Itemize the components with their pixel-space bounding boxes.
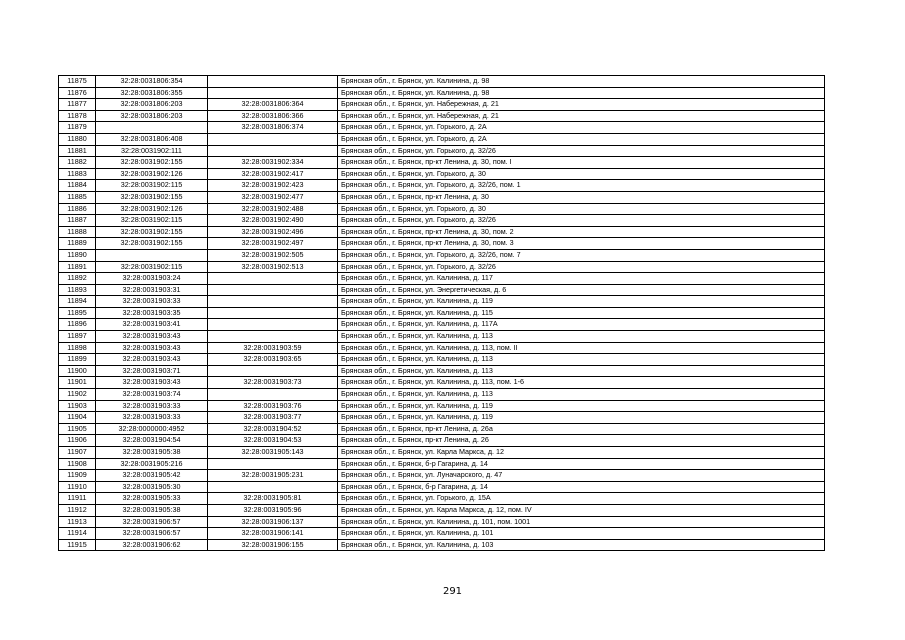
building-number-cell: 32:28:0031904:52 (208, 423, 338, 435)
cadastral-number-cell: 32:28:0031902:126 (96, 203, 208, 215)
table-row (59, 319, 825, 331)
building-number-cell: 32:28:0031902:490 (208, 215, 338, 227)
building-number-cell (208, 365, 338, 377)
address-cell: Брянская обл., г. Брянск, ул. Калинина, д. 119 (338, 296, 825, 308)
address-cell: Брянская обл., г. Брянск, ул. Калинина, д. 98 (338, 76, 825, 88)
address-cell: Брянская обл., г. Брянск, ул. Калинина, д. 113 (338, 365, 825, 377)
row-number-cell: 11888 (59, 226, 96, 238)
building-number-cell (208, 133, 338, 145)
cadastral-number-cell (96, 122, 208, 134)
address-cell: Брянская обл., г. Брянск, ул. Карла Маркса, д. 12, пом. IV (338, 504, 825, 516)
cadastral-number-cell: 32:28:0031903:31 (96, 284, 208, 296)
address-cell: Брянская обл., г. Брянск, ул. Горького, д. 32/26 (338, 145, 825, 157)
row-number-cell: 11894 (59, 296, 96, 308)
table-row (59, 389, 825, 401)
cadastral-number-cell: 32:28:0031905:38 (96, 447, 208, 459)
row-number-cell: 11875 (59, 76, 96, 88)
building-number-cell (208, 87, 338, 99)
cadastral-number-cell: 32:28:0031906:57 (96, 516, 208, 528)
table-row (59, 87, 825, 99)
address-cell: Брянская обл., г. Брянск, ул. Калинина, д. 117А (338, 319, 825, 331)
address-cell: Брянская обл., г. Брянск, ул. Горького, д. 2А (338, 133, 825, 145)
table-row (59, 284, 825, 296)
cadastral-number-cell: 32:28:0031806:354 (96, 76, 208, 88)
table-row (59, 539, 825, 551)
row-number-cell: 11887 (59, 215, 96, 227)
address-cell: Брянская обл., г. Брянск, б-р Гагарина, д. 14 (338, 481, 825, 493)
address-cell: Брянская обл., г. Брянск, пр-кт Ленина, д. 26а (338, 423, 825, 435)
cadastral-number-cell: 32:28:0031904:54 (96, 435, 208, 447)
table-row (59, 516, 825, 528)
table-row (59, 261, 825, 273)
table-row (59, 504, 825, 516)
address-cell: Брянская обл., г. Брянск, ул. Карла Маркса, д. 12 (338, 447, 825, 459)
cadastral-number-cell: 32:28:0031903:24 (96, 273, 208, 285)
building-number-cell (208, 389, 338, 401)
table-row (59, 203, 825, 215)
row-number-cell: 11906 (59, 435, 96, 447)
building-number-cell: 32:28:0031905:231 (208, 470, 338, 482)
building-number-cell: 32:28:0031902:334 (208, 157, 338, 169)
row-number-cell: 11914 (59, 528, 96, 540)
cadastral-number-cell: 32:28:0031903:74 (96, 389, 208, 401)
cadastral-number-cell: 32:28:0031903:71 (96, 365, 208, 377)
row-number-cell: 11900 (59, 365, 96, 377)
address-cell: Брянская обл., г. Брянск, ул. Калинина, д. 98 (338, 87, 825, 99)
table-row (59, 273, 825, 285)
building-number-cell: 32:28:0031902:488 (208, 203, 338, 215)
building-number-cell (208, 273, 338, 285)
address-cell: Брянская обл., г. Брянск, ул. Горького, д. 30 (338, 168, 825, 180)
address-cell: Брянская обл., г. Брянск, ул. Набережная, д. 21 (338, 99, 825, 111)
address-cell: Брянская обл., г. Брянск, ул. Горького, д. 32/26 (338, 215, 825, 227)
building-number-cell (208, 145, 338, 157)
address-cell: Брянская обл., г. Брянск, ул. Калинина, д. 119 (338, 400, 825, 412)
address-cell: Брянская обл., г. Брянск, ул. Калинина, д. 115 (338, 307, 825, 319)
document-table (58, 75, 825, 551)
building-number-cell (208, 331, 338, 343)
table-row (59, 133, 825, 145)
row-number-cell: 11899 (59, 354, 96, 366)
row-number-cell: 11890 (59, 249, 96, 261)
building-number-cell (208, 284, 338, 296)
cadastral-number-cell: 32:28:0031903:43 (96, 377, 208, 389)
building-number-cell (208, 307, 338, 319)
address-cell: Брянская обл., г. Брянск, ул. Энергетическая, д. 6 (338, 284, 825, 296)
building-number-cell: 32:28:0031903:65 (208, 354, 338, 366)
row-number-cell: 11909 (59, 470, 96, 482)
table-row (59, 412, 825, 424)
table-row (59, 168, 825, 180)
row-number-cell: 11893 (59, 284, 96, 296)
row-number-cell: 11904 (59, 412, 96, 424)
building-number-cell: 32:28:0031906:155 (208, 539, 338, 551)
address-cell: Брянская обл., г. Брянск, ул. Луначарского, д. 47 (338, 470, 825, 482)
cadastral-number-cell: 32:28:0031806:203 (96, 110, 208, 122)
address-cell: Брянская обл., г. Брянск, ул. Калинина, д. 103 (338, 539, 825, 551)
cadastral-number-cell: 32:28:0031902:155 (96, 157, 208, 169)
address-cell: Брянская обл., г. Брянск, б-р Гагарина, д. 14 (338, 458, 825, 470)
table-row (59, 423, 825, 435)
row-number-cell: 11889 (59, 238, 96, 250)
row-number-cell: 11903 (59, 400, 96, 412)
row-number-cell: 11876 (59, 87, 96, 99)
cadastral-number-cell: 32:28:0031902:115 (96, 180, 208, 192)
row-number-cell: 11881 (59, 145, 96, 157)
cadastral-number-cell: 32:28:0031903:35 (96, 307, 208, 319)
address-cell: Брянская обл., г. Брянск, пр-кт Ленина, д. 26 (338, 435, 825, 447)
row-number-cell: 11886 (59, 203, 96, 215)
building-number-cell: 32:28:0031906:137 (208, 516, 338, 528)
table-row (59, 447, 825, 459)
address-cell: Брянская обл., г. Брянск, пр-кт Ленина, д. 30 (338, 191, 825, 203)
row-number-cell: 11896 (59, 319, 96, 331)
address-cell: Брянская обл., г. Брянск, ул. Горького, д. 30 (338, 203, 825, 215)
table-row (59, 331, 825, 343)
cadastral-number-cell: 32:28:0000000:4952 (96, 423, 208, 435)
building-number-cell (208, 458, 338, 470)
table-row (59, 296, 825, 308)
building-number-cell: 32:28:0031903:59 (208, 342, 338, 354)
row-number-cell: 11879 (59, 122, 96, 134)
building-number-cell: 32:28:0031902:497 (208, 238, 338, 250)
address-cell: Брянская обл., г. Брянск, ул. Калинина, д. 113, пом. 1-6 (338, 377, 825, 389)
cadastral-number-cell: 32:28:0031903:33 (96, 412, 208, 424)
address-cell: Брянская обл., г. Брянск, пр-кт Ленина, д. 30, пом. 3 (338, 238, 825, 250)
address-cell: Брянская обл., г. Брянск, пр-кт Ленина, д. 30, пом. 2 (338, 226, 825, 238)
cadastral-number-cell: 32:28:0031902:155 (96, 238, 208, 250)
cadastral-number-cell: 32:28:0031903:43 (96, 331, 208, 343)
table-row (59, 528, 825, 540)
cadastral-number-cell: 32:28:0031906:57 (96, 528, 208, 540)
table-row (59, 342, 825, 354)
table-row (59, 122, 825, 134)
building-number-cell: 32:28:0031905:81 (208, 493, 338, 505)
cadastral-number-cell: 32:28:0031902:126 (96, 168, 208, 180)
row-number-cell: 11878 (59, 110, 96, 122)
address-cell: Брянская обл., г. Брянск, ул. Горького, д. 32/26, пом. 1 (338, 180, 825, 192)
row-number-cell: 11905 (59, 423, 96, 435)
row-number-cell: 11907 (59, 447, 96, 459)
table-row (59, 226, 825, 238)
table-row (59, 180, 825, 192)
building-number-cell: 32:28:0031903:77 (208, 412, 338, 424)
row-number-cell: 11915 (59, 539, 96, 551)
row-number-cell: 11897 (59, 331, 96, 343)
cadastral-number-cell: 32:28:0031902:115 (96, 261, 208, 273)
building-number-cell: 32:28:0031902:505 (208, 249, 338, 261)
row-number-cell: 11882 (59, 157, 96, 169)
address-cell: Брянская обл., г. Брянск, ул. Горького, д. 32/26 (338, 261, 825, 273)
table-row (59, 249, 825, 261)
table-row (59, 215, 825, 227)
table-row (59, 470, 825, 482)
cadastral-number-cell: 32:28:0031906:62 (96, 539, 208, 551)
address-cell: Брянская обл., г. Брянск, ул. Калинина, д. 101, пом. 1001 (338, 516, 825, 528)
cadastral-number-cell: 32:28:0031902:155 (96, 226, 208, 238)
cadastral-number-cell: 32:28:0031903:43 (96, 354, 208, 366)
cadastral-number-cell: 32:28:0031903:43 (96, 342, 208, 354)
cadastral-number-cell: 32:28:0031806:355 (96, 87, 208, 99)
row-number-cell: 11913 (59, 516, 96, 528)
address-cell: Брянская обл., г. Брянск, ул. Горького, д. 2А (338, 122, 825, 134)
page-number: 291 (442, 586, 463, 597)
address-cell: Брянская обл., г. Брянск, ул. Калинина, д. 119 (338, 412, 825, 424)
building-number-cell: 32:28:0031902:423 (208, 180, 338, 192)
building-number-cell: 32:28:0031806:366 (208, 110, 338, 122)
row-number-cell: 11884 (59, 180, 96, 192)
building-number-cell: 32:28:0031902:513 (208, 261, 338, 273)
address-cell: Брянская обл., г. Брянск, ул. Горького, д. 15А (338, 493, 825, 505)
row-number-cell: 11891 (59, 261, 96, 273)
cadastral-number-cell (96, 249, 208, 261)
table-row (59, 400, 825, 412)
building-number-cell: 32:28:0031906:141 (208, 528, 338, 540)
cadastral-number-cell: 32:28:0031806:203 (96, 99, 208, 111)
row-number-cell: 11910 (59, 481, 96, 493)
row-number-cell: 11908 (59, 458, 96, 470)
building-number-cell (208, 296, 338, 308)
address-cell: Брянская обл., г. Брянск, пр-кт Ленина, д. 30, пом. I (338, 157, 825, 169)
table-row (59, 145, 825, 157)
building-number-cell: 32:28:0031806:364 (208, 99, 338, 111)
building-number-cell: 32:28:0031905:143 (208, 447, 338, 459)
table-row (59, 365, 825, 377)
table-row (59, 354, 825, 366)
row-number-cell: 11885 (59, 191, 96, 203)
row-number-cell: 11892 (59, 273, 96, 285)
address-cell: Брянская обл., г. Брянск, ул. Калинина, д. 117 (338, 273, 825, 285)
row-number-cell: 11898 (59, 342, 96, 354)
cadastral-number-cell: 32:28:0031905:216 (96, 458, 208, 470)
building-number-cell: 32:28:0031903:76 (208, 400, 338, 412)
table-row (59, 99, 825, 111)
table-row (59, 307, 825, 319)
cadastral-number-cell: 32:28:0031806:408 (96, 133, 208, 145)
building-number-cell (208, 481, 338, 493)
cadastral-number-cell: 32:28:0031905:38 (96, 504, 208, 516)
building-number-cell: 32:28:0031902:477 (208, 191, 338, 203)
cadastral-number-cell: 32:28:0031905:33 (96, 493, 208, 505)
table-row (59, 110, 825, 122)
cadastral-number-cell: 32:28:0031902:155 (96, 191, 208, 203)
row-number-cell: 11901 (59, 377, 96, 389)
building-number-cell (208, 319, 338, 331)
building-number-cell: 32:28:0031806:374 (208, 122, 338, 134)
table-row (59, 238, 825, 250)
table-row (59, 377, 825, 389)
row-number-cell: 11883 (59, 168, 96, 180)
address-cell: Брянская обл., г. Брянск, ул. Горького, д. 32/26, пом. 7 (338, 249, 825, 261)
table-row (59, 493, 825, 505)
row-number-cell: 11880 (59, 133, 96, 145)
cadastral-number-cell: 32:28:0031902:111 (96, 145, 208, 157)
table-row (59, 435, 825, 447)
building-number-cell: 32:28:0031905:96 (208, 504, 338, 516)
cadastral-number-cell: 32:28:0031903:33 (96, 296, 208, 308)
address-cell: Брянская обл., г. Брянск, ул. Калинина, д. 113 (338, 354, 825, 366)
row-number-cell: 11877 (59, 99, 96, 111)
building-number-cell: 32:28:0031903:73 (208, 377, 338, 389)
cadastral-number-cell: 32:28:0031903:41 (96, 319, 208, 331)
table-row (59, 157, 825, 169)
table-row (59, 191, 825, 203)
table-body (59, 76, 825, 551)
cadastral-number-cell: 32:28:0031905:42 (96, 470, 208, 482)
address-cell: Брянская обл., г. Брянск, ул. Калинина, д. 113, пом. II (338, 342, 825, 354)
building-number-cell (208, 76, 338, 88)
row-number-cell: 11911 (59, 493, 96, 505)
row-number-cell: 11912 (59, 504, 96, 516)
address-cell: Брянская обл., г. Брянск, ул. Набережная, д. 21 (338, 110, 825, 122)
building-number-cell: 32:28:0031902:496 (208, 226, 338, 238)
table-row (59, 458, 825, 470)
address-cell: Брянская обл., г. Брянск, ул. Калинина, д. 113 (338, 389, 825, 401)
cadastral-number-cell: 32:28:0031905:30 (96, 481, 208, 493)
cadastral-number-cell: 32:28:0031902:115 (96, 215, 208, 227)
building-number-cell: 32:28:0031904:53 (208, 435, 338, 447)
address-cell: Брянская обл., г. Брянск, ул. Калинина, д. 101 (338, 528, 825, 540)
address-cell: Брянская обл., г. Брянск, ул. Калинина, д. 113 (338, 331, 825, 343)
table-row (59, 76, 825, 88)
building-number-cell: 32:28:0031902:417 (208, 168, 338, 180)
row-number-cell: 11902 (59, 389, 96, 401)
row-number-cell: 11895 (59, 307, 96, 319)
cadastral-number-cell: 32:28:0031903:33 (96, 400, 208, 412)
table-row (59, 481, 825, 493)
